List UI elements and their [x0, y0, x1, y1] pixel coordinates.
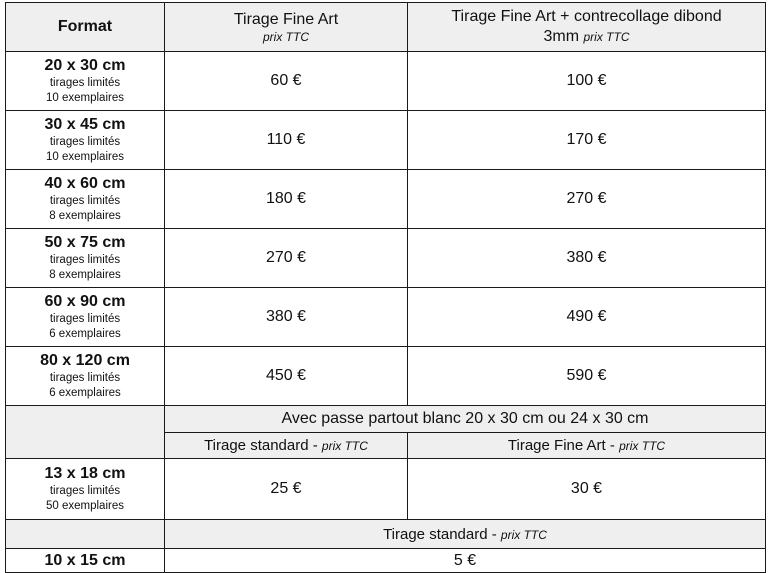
table-row: [6, 549, 766, 573]
format-header: Format: [6, 3, 165, 52]
dibond-header-title: Tirage Fine Art + contrecollage dibond: [451, 8, 722, 25]
fine-art-subheader: [408, 433, 766, 459]
table-header-row: [6, 3, 766, 52]
copies-label: 10 exemplaires: [46, 92, 124, 104]
size-label: 50 x 75 cm: [44, 234, 126, 251]
fine-art-subheader-title: Tirage Fine Art: [507, 437, 606, 454]
size-label: 13 x 18 cm: [44, 465, 126, 482]
standard-price: 25 €: [165, 459, 408, 520]
standard-price: 5 €: [165, 549, 766, 573]
fine-art-price: 380 €: [165, 288, 408, 347]
size-label: 30 x 45 cm: [44, 116, 126, 133]
size-label: 80 x 120 cm: [40, 352, 130, 369]
fine-art-price: 110 €: [165, 111, 408, 170]
size-cell: [6, 170, 165, 229]
copies-label: 6 exemplaires: [49, 328, 121, 340]
limited-label: tirages limités: [49, 195, 121, 207]
passe-partout-band: Avec passe partout blanc 20 x 30 cm ou 24 x 30 cm: [165, 406, 766, 433]
dibond-price: 170 €: [408, 111, 766, 170]
limited-label: tirages limités: [49, 313, 121, 325]
copies-label: 10 exemplaires: [46, 151, 124, 163]
size-label: 40 x 60 cm: [44, 175, 126, 192]
size-cell: [6, 229, 165, 288]
limited-label: tirages limités: [49, 136, 121, 148]
fine-art-price: 450 €: [165, 347, 408, 406]
size-cell: [6, 288, 165, 347]
size-label: 10 x 15 cm: [44, 551, 126, 569]
passe-partout-blank-cell: [6, 406, 165, 459]
fine-art-subheader-sep: -: [605, 437, 620, 454]
standard-subheader-note: prix TTC: [321, 439, 368, 453]
passe-partout-band-row: [6, 406, 766, 433]
fine-art-subheader-note: prix TTC: [619, 439, 666, 453]
table-row: [6, 347, 766, 406]
fine-art-price: 30 €: [408, 459, 766, 520]
limited-label: tirages limités: [49, 254, 121, 266]
fine-art-header-sub: prix TTC: [263, 29, 309, 44]
table-row: [6, 111, 766, 170]
fine-art-price: 60 €: [165, 52, 408, 111]
table-row: [6, 288, 766, 347]
standard-band-note: prix TTC: [500, 527, 547, 542]
limited-label: tirages limités: [49, 77, 121, 89]
copies-label: 6 exemplaires: [49, 387, 121, 399]
standard-subheader-title: Tirage standard: [204, 437, 309, 454]
dibond-price: 490 €: [408, 288, 766, 347]
fine-art-price: 270 €: [165, 229, 408, 288]
fine-art-price: 180 €: [165, 170, 408, 229]
table-row: [6, 170, 766, 229]
size-cell: [6, 347, 165, 406]
dibond-header-3mm: 3mm: [543, 28, 580, 45]
standard-band-row: [6, 520, 766, 549]
table-row: [6, 459, 766, 520]
standard-band-title: Tirage standard: [383, 525, 488, 543]
size-cell: [6, 549, 165, 573]
size-label: 60 x 90 cm: [44, 293, 126, 310]
limited-label: tirages limités: [49, 485, 121, 497]
dibond-price: 380 €: [408, 229, 766, 288]
price-table: [5, 2, 766, 573]
standard-subheader-sep: -: [308, 437, 322, 454]
copies-label: 8 exemplaires: [49, 210, 121, 222]
price-table-container: [5, 2, 765, 569]
table-row: [6, 52, 766, 111]
limited-label: tirages limités: [49, 372, 121, 384]
copies-label: 8 exemplaires: [49, 269, 121, 281]
standard-band: [165, 520, 766, 549]
dibond-header-sub: prix TTC: [583, 30, 630, 44]
dibond-price: 270 €: [408, 170, 766, 229]
standard-band-sep: -: [487, 525, 501, 543]
standard-subheader: [165, 433, 408, 459]
standard-blank-cell: [6, 520, 165, 549]
fine-art-header: [165, 3, 408, 52]
table-row: [6, 229, 766, 288]
size-cell: [6, 52, 165, 111]
size-label: 20 x 30 cm: [44, 57, 126, 74]
dibond-header-line2: [408, 27, 765, 47]
size-cell: [6, 111, 165, 170]
size-cell: [6, 459, 165, 520]
fine-art-header-title: Tirage Fine Art: [233, 10, 339, 28]
dibond-price: 100 €: [408, 52, 766, 111]
dibond-price: 590 €: [408, 347, 766, 406]
copies-label: 50 exemplaires: [46, 500, 124, 512]
dibond-header: [408, 3, 766, 52]
